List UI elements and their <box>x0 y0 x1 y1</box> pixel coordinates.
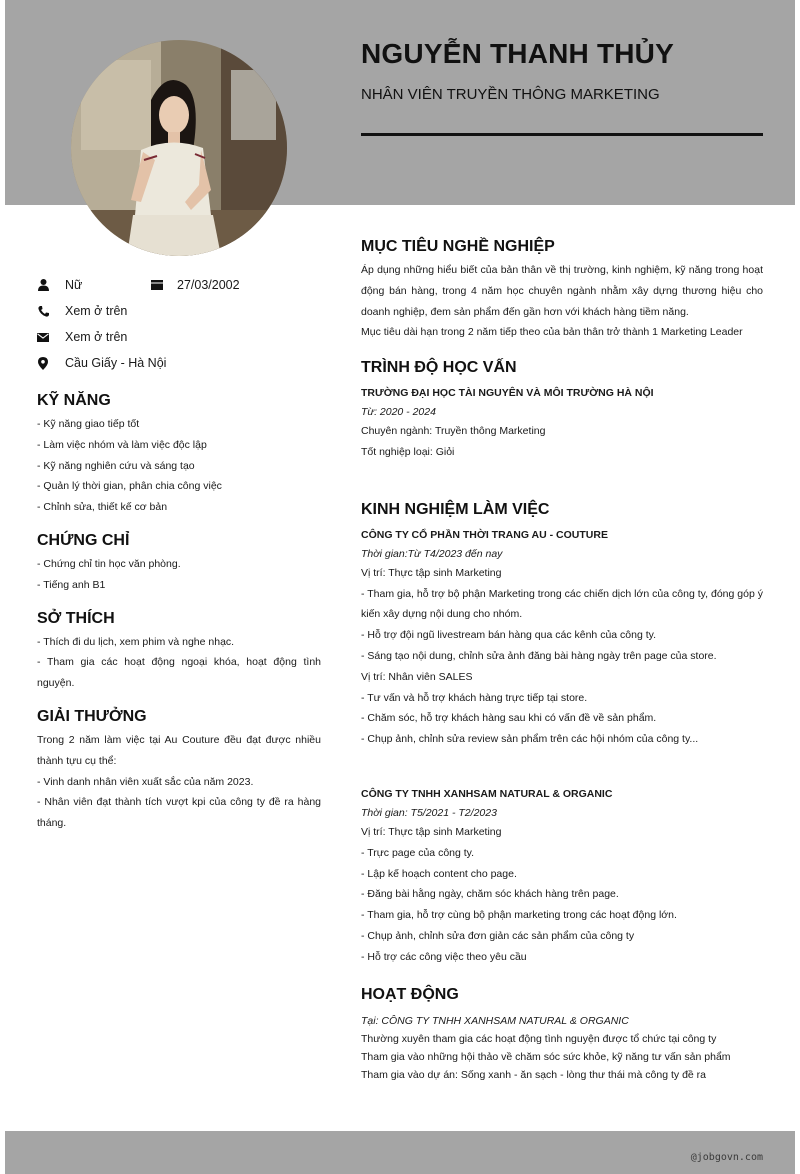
job-line: - Đăng bài hằng ngày, chăm sóc khách hàng trên page. <box>361 888 619 901</box>
skill-item: - Chỉnh sửa, thiết kế cơ bản <box>37 501 168 514</box>
job-line: Vị trí: Thực tập sinh Marketing <box>361 566 502 579</box>
left-column <box>37 272 321 834</box>
phone-row <box>37 298 321 324</box>
job-line: - Tư vấn và hỗ trợ khách hàng trực tiếp tại store. <box>361 691 588 704</box>
skills-section <box>37 392 321 518</box>
job-line: - Tham gia, hỗ trợ cùng bộ phận marketing trong các hoạt động lớn. <box>361 909 677 922</box>
job-period: Thời gian:Từ T4/2023 đến nay <box>361 547 503 560</box>
location-pin-icon <box>37 357 49 369</box>
job-line: Vị trí: Nhân viên SALES <box>361 670 473 683</box>
skill-item: - Làm việc nhóm và làm việc độc lập <box>37 438 207 451</box>
job-line: - Chụp ảnh, chỉnh sửa đơn giản các sản phẩm của công ty <box>361 929 635 942</box>
address-value: Cầu Giấy - Hà Nội <box>65 356 167 370</box>
school-name: TRƯỜNG ĐẠI HỌC TÀI NGUYÊN VÀ MÔI TRƯỜNG HÀ NỘI <box>361 387 654 400</box>
objective-section <box>361 238 763 343</box>
title-divider <box>361 133 763 136</box>
certificates-title: CHỨNG CHỈ <box>37 531 130 549</box>
hobbies-section <box>37 610 321 694</box>
certificate-item: - Chứng chỉ tin học văn phòng. <box>37 557 181 570</box>
awards-title: GIẢI THƯỞNG <box>37 707 147 725</box>
activity-line: Thường xuyên tham gia các hoạt động tình nguyện được tổ chức tại công ty <box>361 1032 717 1045</box>
job-line: - Trực page của công ty. <box>361 846 475 859</box>
education-section <box>361 359 763 463</box>
education-period: Từ: 2020 - 2024 <box>361 406 436 419</box>
footer-band <box>5 1131 795 1174</box>
job-line: Vị trí: Thực tập sinh Marketing <box>361 825 502 838</box>
awards-section <box>37 708 321 834</box>
job-line: - Tham gia, hỗ trợ bộ phận Marketing trong các chiến dịch lớn của công ty, đóng góp ý kiến xây dựng nội dung cho nhóm. <box>361 587 763 621</box>
activity-line: Tham gia vào dự án: Sống xanh - ăn sạch - lòng thư thái mà công ty đề ra <box>361 1068 707 1081</box>
experience-section <box>361 501 763 968</box>
activities-section <box>361 986 763 1084</box>
skill-item: - Kỹ năng nghiên cứu và sáng tạo <box>37 459 195 472</box>
education-grade: Tốt nghiệp loại: Giỏi <box>361 445 455 458</box>
phone-value: Xem ở trên <box>65 304 128 318</box>
job-line: - Chăm sóc, hỗ trợ khách hàng sau khi có vấn đề về sản phẩm. <box>361 712 657 725</box>
email-row <box>37 324 321 350</box>
job-line: - Lập kế hoạch content cho page. <box>361 867 517 880</box>
birthdate-value: 27/03/2002 <box>177 278 240 292</box>
person-icon <box>37 279 49 291</box>
skill-item: - Quản lý thời gian, phân chia công việc <box>37 480 222 493</box>
experience-title: KINH NGHIỆM LÀM VIỆC <box>361 500 550 518</box>
job-line: - Hỗ trợ đội ngũ livestream bán hàng qua các kênh của công ty. <box>361 629 657 642</box>
award-item: Trong 2 năm làm việc tại Au Couture đều đạt được nhiều thành tựu cụ thể: <box>37 733 321 767</box>
objective-title: MỤC TIÊU NGHỀ NGHIỆP <box>361 238 555 255</box>
job-line: - Hỗ trợ các công việc theo yêu cầu <box>361 950 527 963</box>
activities-title: HOẠT ĐỘNG <box>361 985 459 1003</box>
footer-watermark: @jobgovn.com <box>690 1152 763 1163</box>
envelope-icon <box>37 331 49 343</box>
hobby-item: - Tham gia các hoạt động ngoại khóa, hoạt động tình nguyện. <box>37 656 321 690</box>
education-major: Chuyên ngành: Truyền thông Marketing <box>361 425 546 438</box>
job-line: - Sáng tạo nội dung, chỉnh sửa ảnh đăng bài hàng ngày trên page của store. <box>361 649 717 662</box>
award-item: - Vinh danh nhân viên xuất sắc của năm 2023. <box>37 775 254 788</box>
education-title: TRÌNH ĐỘ HỌC VẤN <box>361 359 517 377</box>
job-period: Thời gian: T5/2021 - T2/2023 <box>361 806 497 819</box>
skills-title: KỸ NĂNG <box>37 392 111 409</box>
certificates-section <box>37 532 321 596</box>
award-item: - Nhân viên đạt thành tích vượt kpi của công ty đề ra hàng tháng. <box>37 796 321 830</box>
skill-item: - Kỹ năng giao tiếp tốt <box>37 418 140 430</box>
job-entry <box>361 525 763 750</box>
right-column <box>361 238 763 1084</box>
job-company: CÔNG TY TNHH XANHSAM NATURAL & ORGANIC <box>361 787 613 800</box>
job-line: - Chụp ảnh, chỉnh sửa review sản phẩm trên các hội nhóm của công ty... <box>361 733 699 746</box>
certificate-item: - Tiếng anh B1 <box>37 578 106 591</box>
objective-paragraph: Áp dụng những hiểu biết của bản thân về thị trường, kinh nghiệm, kỹ năng trong hoạt động bán hàng, trong 4 năm học chuyên ngành nhằm xây dựng thương hiệu cho doanh nghiệp, đem sản phẩm đến gần hơn với khách hàng tiềm năng. <box>361 264 763 318</box>
job-entry <box>361 784 763 968</box>
gender-birthdate-row <box>37 272 321 298</box>
job-title: NHÂN VIÊN TRUYỀN THÔNG MARKETING <box>361 86 660 103</box>
phone-icon <box>37 305 49 317</box>
email-value: Xem ở trên <box>65 330 128 344</box>
hobby-item: - Thích đi du lịch, xem phim và nghe nhạc. <box>37 635 235 648</box>
gender-value: Nữ <box>65 278 83 292</box>
profile-photo <box>71 40 287 256</box>
activities-place: Tại: CÔNG TY TNHH XANHSAM NATURAL & ORGANIC <box>361 1014 629 1027</box>
hobbies-title: SỞ THÍCH <box>37 609 115 627</box>
address-row <box>37 350 321 376</box>
activity-line: Tham gia vào những hội thảo về chăm sóc sức khỏe, kỹ năng tư vấn sản phẩm <box>361 1050 731 1063</box>
candidate-name: NGUYỄN THANH THỦY <box>361 38 674 69</box>
objective-paragraph: Mục tiêu dài hạn trong 2 năm tiếp theo của bản thân trở thành 1 Marketing Leader <box>361 326 743 339</box>
calendar-icon <box>151 279 163 291</box>
job-company: CÔNG TY CỔ PHẦN THỜI TRANG AU - COUTURE <box>361 528 608 541</box>
